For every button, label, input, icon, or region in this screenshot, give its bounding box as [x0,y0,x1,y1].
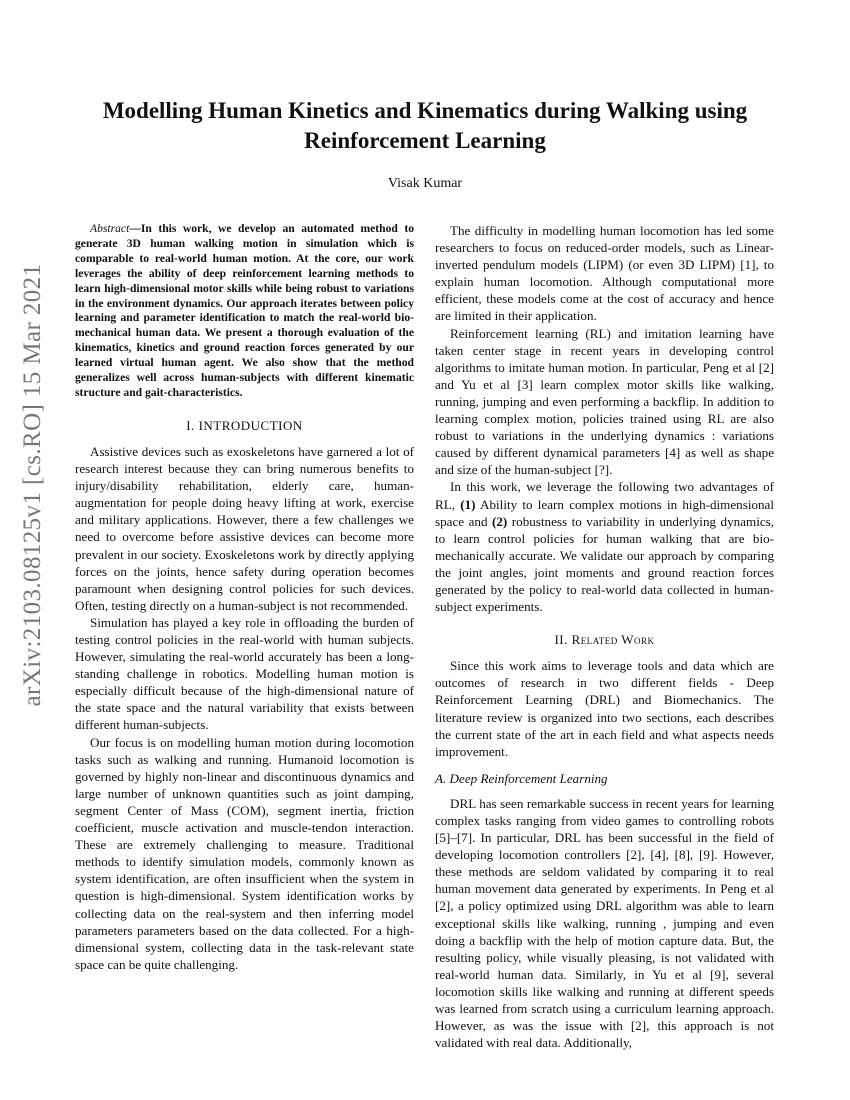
arxiv-sidebar-stamp [8,263,58,707]
section-number: I. [186,417,195,433]
drl-paragraph: DRL has seen remarkable success in recent years for learning complex tasks ranging from video games to controlling robots [5]–[7]. In particular, DRL has been successful in the field of developing locomotion controllers [2], [4], [8], [9]. However, these methods are seldom validated by comparing it to real human movement data generated by experiments. In Peng et al [2], a policy optimized using DRL algorithm was able to learn exceptional skills like walking, running , jumping and even doing a backflip with the help of motion capture data. But, the resulting policy, while visually pleasing, is not validated with real-world human data. Similarly, in Yu et al [9], several locomotion skills like walking and running at different speeds was learned from scratch using a curriculum learning approach. However, as was the issue with [2], this approach is not validated with real data. Additionally, [435,795,774,1051]
related-work-intro: Since this work aims to leverage tools and data which are outcomes of research in two different fields - Deep Reinforcement Learning (DRL) and Biomechanics. The literature review is organized into two sections, each describes the current state of the art in each field and what aspects needs improvement. [435,658,774,759]
text-span: robustness to variability in underlying dynamics, to learn control policies for human walking that are bio-mechanically accurate. We validate our approach by comparing the joint angles, joint moments and ground reaction forces generated by the policy to real-world data collected in human-subject experiments. [435,513,775,615]
abstract [75,222,414,401]
section-title: Related Work [571,632,655,648]
paper-author: Visak Kumar [387,176,463,191]
contribution-marker: (1) [460,496,476,512]
intro-paragraph: Reinforcement learning (RL) and imitation learning have taken center stage in recent years in developing control algorithms to imitate human motion. In particular, Peng et al [2] and Yu et al [3] learn complex motor skills like walking, running, jumping and even performing a backflip. In addition to learning complex motion, policies trained using RL are also robust to variations in the underlying dynamics : variations caused by different dynamical parameters [4] as well as shape and size of the human-subject [?]. [435,325,774,478]
intro-paragraph: Our focus is on modelling human motion during locomotion tasks such as walking and running. Humanoid locomotion is governed by highly non-linear and discontinuous dynamics and large number of unknown quantities such as joint damping, segment Center of Mass (COM), segment inertia, friction coefficient, muscle activation and muscle-tendon interaction. These are extremely challenging to measure. Traditional methods to identify simulation models, commonly known as system identification, are often insufficient when the system in question is high-dimensional. System identification works by collecting data on the real-system and then inferring model parameters parameters based on the data collected. For a high-dimensional system, collecting data in the task-relevant state space can be quite challenging. [75,734,414,972]
section-heading-introduction [75,417,414,434]
section-heading-related-work [435,631,774,648]
intro-paragraph-contributions [435,478,774,615]
intro-paragraph: Assistive devices such as exoskeletons have garnered a lot of research interest because they can bring numerous benefits to injury/disability rehabilitation, elderly care, human-augmentation for people doing heavy lifting at work, exercise and military applications. However, there a few challenges we need to overcome before assistive devices can become more prevalent in our society. Exoskeletons work by directly applying forces on the joints, hence safety during operation becomes paramount when designing control policies for such devices. Often, testing directly on a human-subject is not recommended. [75,443,414,613]
abstract-dash: — [129,222,141,235]
right-column [435,222,774,1051]
abstract-label: Abstract [90,222,130,235]
intro-paragraph: Simulation has played a key role in offloading the burden of testing control policies in the real-world with human subjects. However, simulating the real-world accurately has been a long-standing challenge in robotics. Modelling human motion is especially difficult because of the high-dimensional nature of the state space and the natural variability that exists between different human-subjects. [75,614,414,733]
arxiv-identifier: arXiv:2103.08125v1 [cs.RO] 15 Mar 2021 [19,263,46,707]
left-column [75,222,414,973]
subsection-heading-drl: A. Deep Reinforcement Learning [435,770,608,786]
text-span: In this work, we leverage the following two advantages of RL, [435,479,774,512]
paper-title: Modelling Human Kinetics and Kinematics during Walking using Reinforcement Learning [102,98,748,153]
section-title: INTRODUCTION [198,417,303,433]
intro-paragraph: The difficulty in modelling human locomotion has led some researchers to focus on reduced-order models, such as Linear-inverted pendulum models (LIPM) (or even 3D LIPM) [1], to explain human locomotion. Although computational more efficient, these models come at the cost of accuracy and hence are limited in their application. [435,223,774,324]
section-number: II. [554,632,568,648]
text-span: Ability to learn complex motions in high-dimensional space and [435,496,775,529]
abstract-text: In this work, we develop an automated method to generate 3D human walking motion in simulation which is comparable to real-world human motion. At the core, our work leverages the ability of deep reinforcement learning methods to learn high-dimensional motor skills while being robust to variations in the environment dynamics. Our approach iterates between policy learning and parameter identification to match the real-world bio-mechanical human data. We present a thorough evaluation of the kinematics, kinetics and ground reaction forces generated by our learned virtual human agent. We also show that the method generalizes well across human-subjects with different kinematic structure and gait-characteristics. [75,222,414,399]
contribution-marker: (2) [492,513,508,529]
